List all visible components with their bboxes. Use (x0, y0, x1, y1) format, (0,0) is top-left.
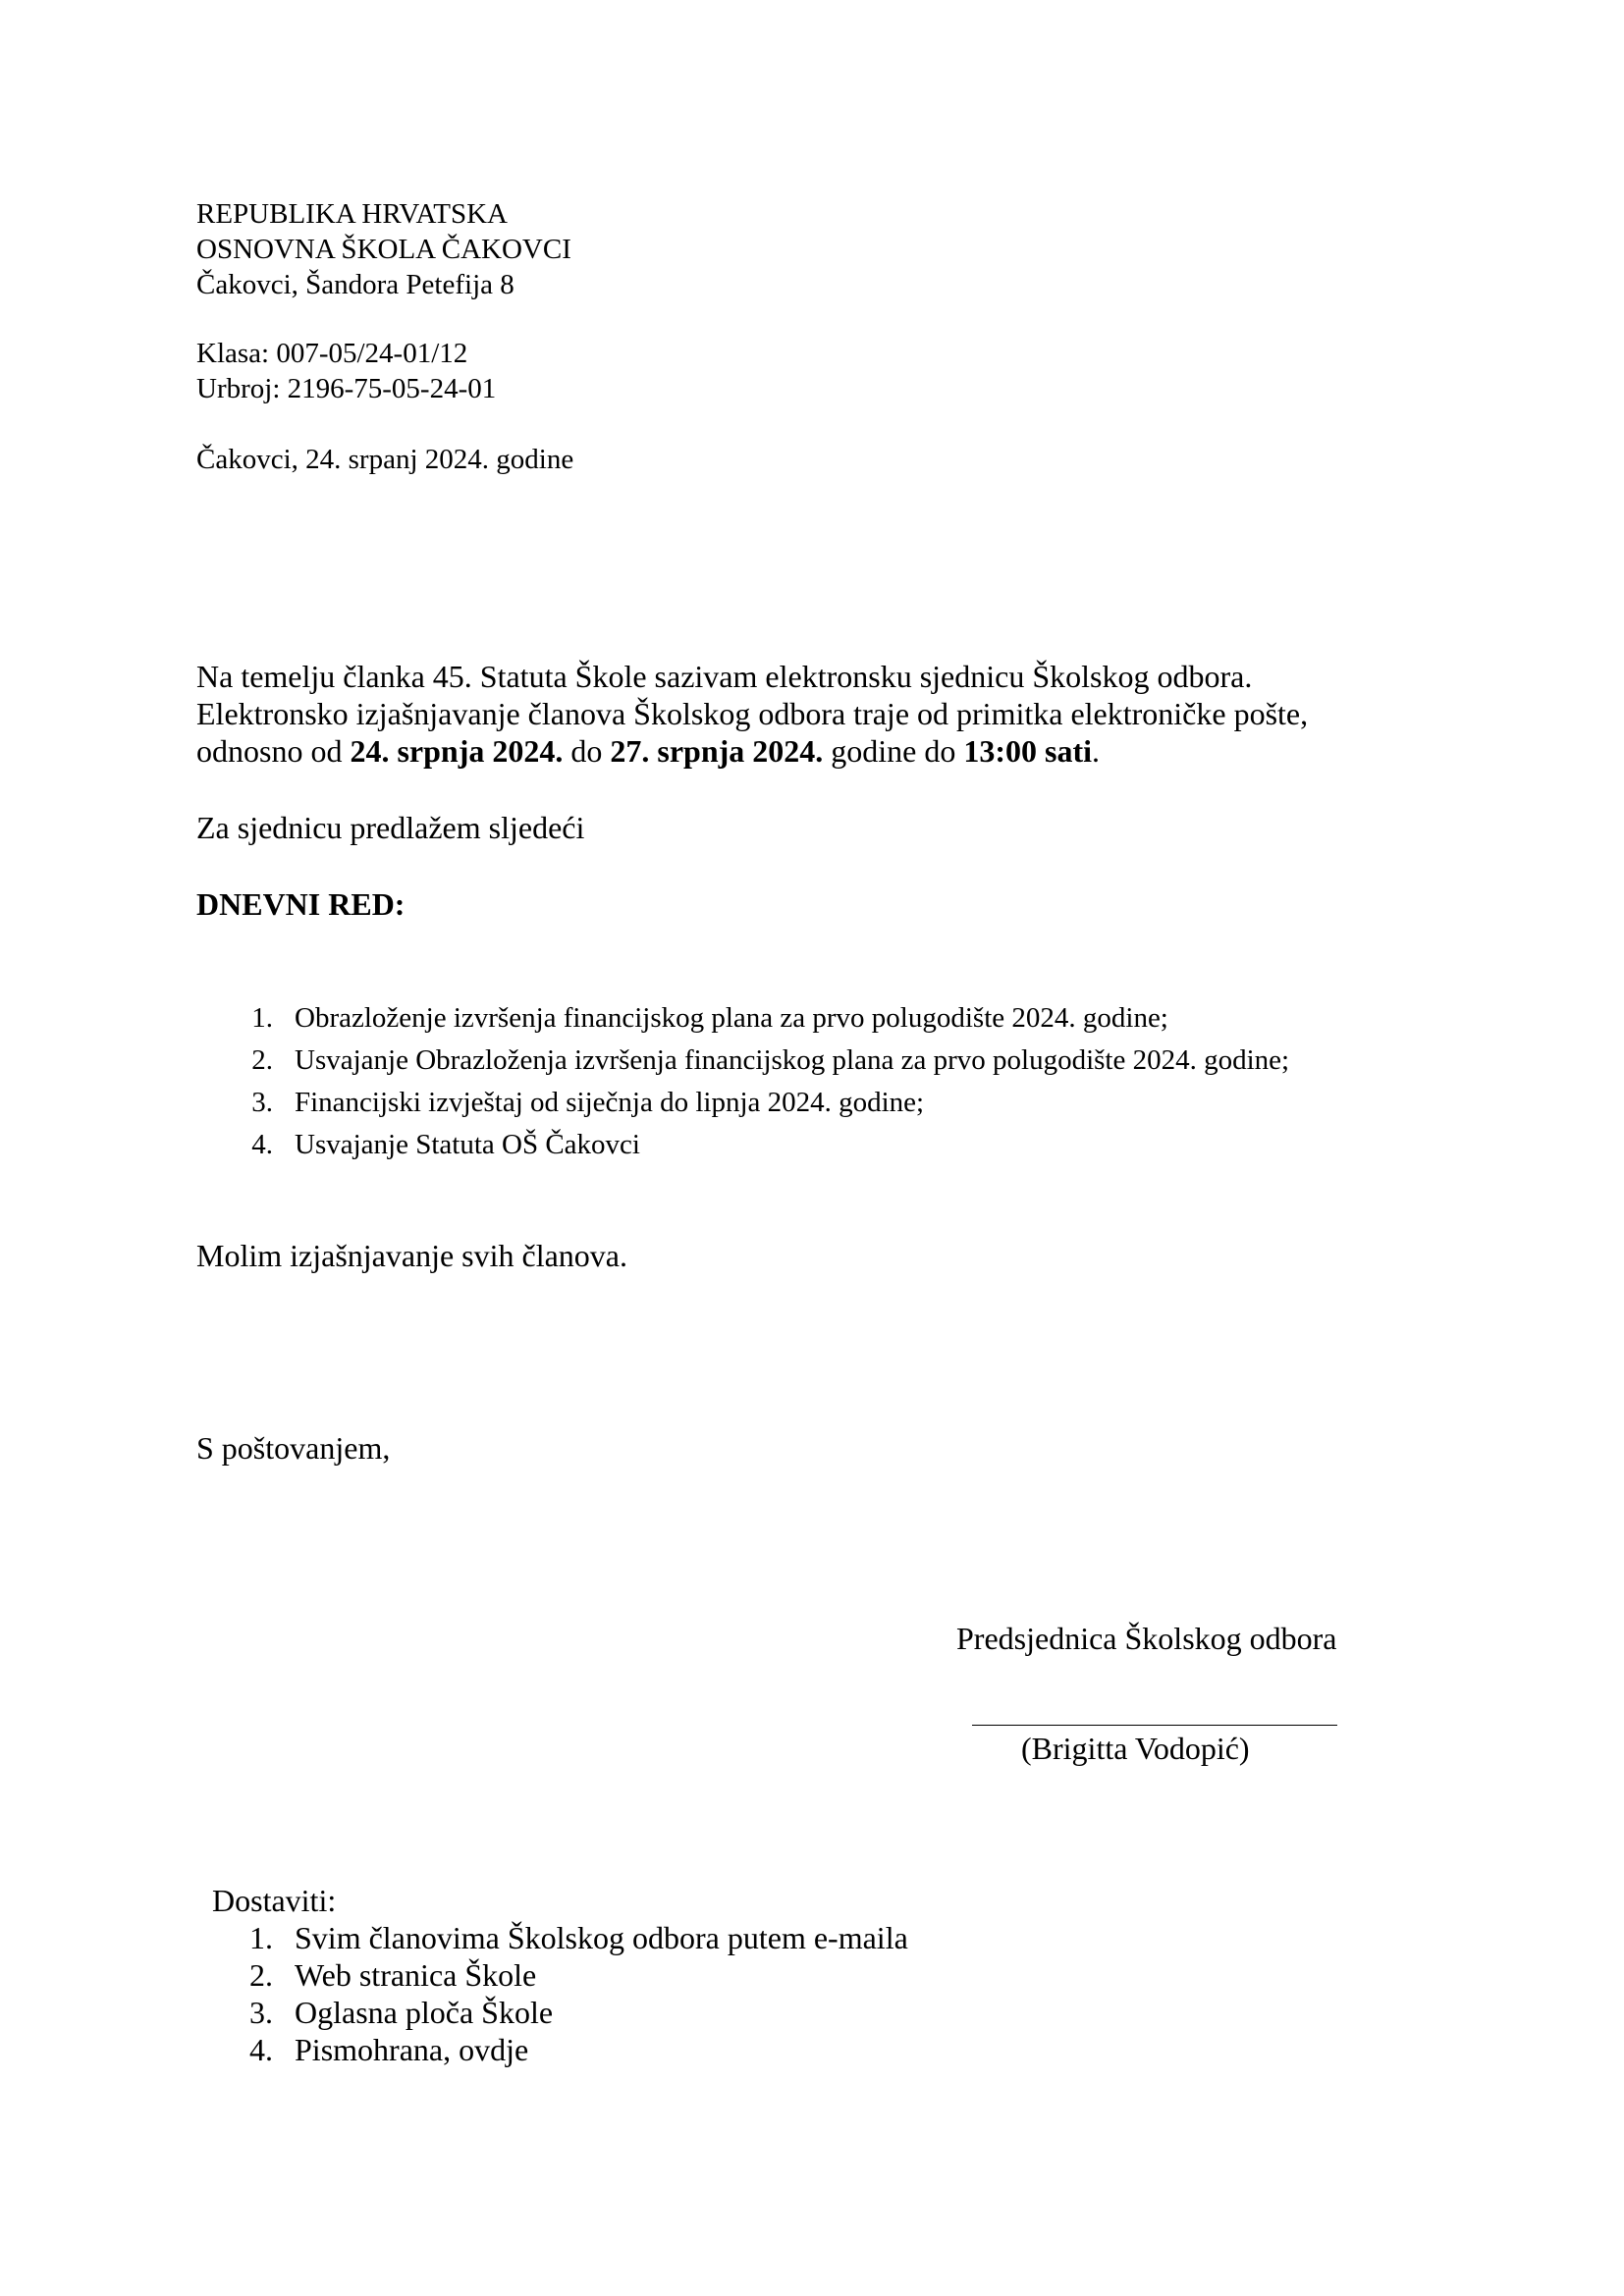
header-country: REPUBLIKA HRVATSKA (196, 198, 509, 230)
closing-text: S poštovanjem, (196, 1430, 391, 1466)
list-item (249, 1956, 908, 1994)
delivery-title: Dostaviti: (212, 1883, 337, 1918)
list-item-number: 1. (249, 1920, 273, 1955)
list-item (249, 2031, 908, 2068)
signature-line (972, 1725, 1337, 1726)
list-item (251, 1124, 1289, 1166)
intro-line-1: Na temelju članka 45. Statuta Škole sazivam elektronsku sjednicu Školskog odbora. (196, 659, 1253, 694)
signature-name: (Brigitta Vodopić) (1021, 1731, 1250, 1766)
proposal-text: Za sjednicu predlažem sljedeći (196, 810, 585, 845)
intro-line-3 (196, 732, 1100, 770)
list-item-text: Obrazloženje izvršenja financijskog plana za prvo polugodište 2024. godine; (295, 1002, 1168, 1034)
header-klasa: Klasa: 007-05/24-01/12 (196, 338, 468, 369)
list-item-number: 4. (251, 1129, 273, 1160)
list-item (249, 1919, 908, 1956)
signature-role: Predsjednica Školskog odbora (956, 1621, 1337, 1656)
header-address: Čakovci, Šandora Petefija 8 (196, 269, 514, 300)
agenda-title-text: DNEVNI RED: (196, 886, 406, 922)
intro-text: odnosno od (196, 733, 351, 769)
header-urbroj: Urbroj: 2196-75-05-24-01 (196, 373, 497, 404)
agenda-title (196, 885, 405, 923)
list-item-number: 2. (251, 1044, 273, 1076)
end-time: 13:00 sati (963, 733, 1093, 769)
list-item-text: Usvajanje Statuta OŠ Čakovci (295, 1129, 640, 1160)
intro-text: godine do (823, 733, 964, 769)
list-item (249, 1994, 908, 2031)
intro-line-2: Elektronsko izjašnjavanje članova Školskog odbora traje od primitka elektroničke pošte, (196, 696, 1309, 731)
request-text: Molim izjašnjavanje svih članova. (196, 1238, 627, 1273)
start-date: 24. srpnja 2024. (350, 733, 564, 769)
agenda-list (251, 997, 1290, 1166)
list-item-text: Usvajanje Obrazloženja izvršenja financijskog plana za prvo polugodište 2024. godine; (295, 1044, 1290, 1076)
list-item-number: 3. (249, 1995, 273, 2030)
list-item (251, 1082, 1289, 1124)
delivery-list (249, 1919, 908, 2068)
list-item-number: 3. (251, 1087, 273, 1118)
list-item-text: Svim članovima Školskog odbora putem e-maila (295, 1920, 908, 1955)
intro-text: do (563, 733, 611, 769)
header-school: OSNOVNA ŠKOLA ČAKOVCI (196, 234, 571, 265)
header-date: Čakovci, 24. srpanj 2024. godine (196, 444, 574, 475)
intro-text: . (1092, 733, 1101, 769)
list-item-text: Pismohrana, ovdje (295, 2032, 529, 2067)
list-item-number: 4. (249, 2032, 273, 2067)
list-item (251, 1040, 1290, 1082)
list-item-number: 2. (249, 1957, 273, 1993)
list-item (251, 997, 1289, 1040)
end-date: 27. srpnja 2024. (610, 733, 824, 769)
list-item-text: Oglasna ploča Škole (295, 1995, 554, 2030)
list-item-text: Financijski izvještaj od siječnja do lipnja 2024. godine; (295, 1087, 925, 1118)
list-item-text: Web stranica Škole (295, 1957, 537, 1993)
list-item-number: 1. (251, 1002, 273, 1034)
